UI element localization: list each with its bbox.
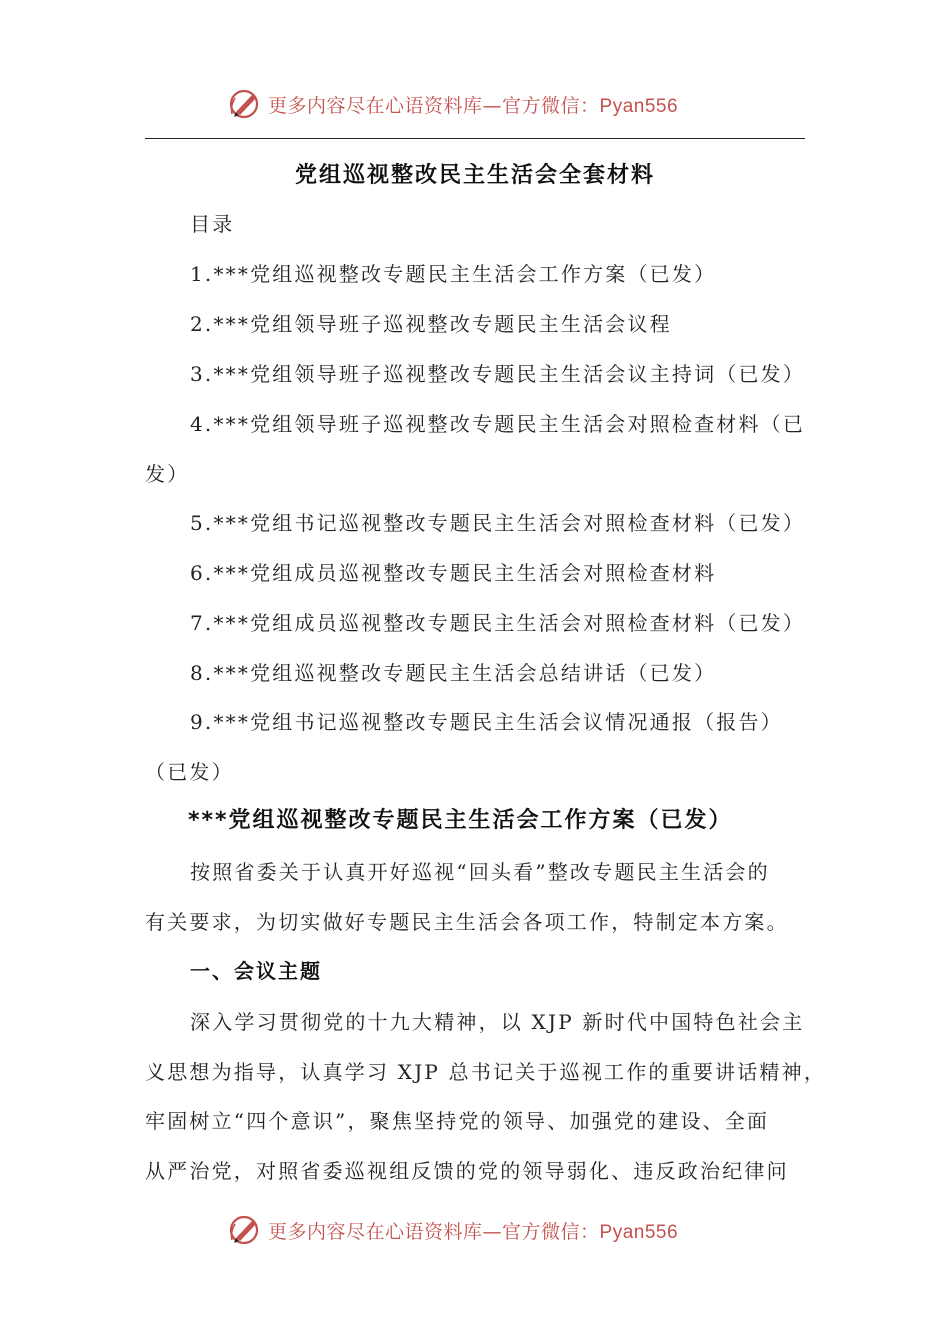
document-title: 党组巡视整改民主生活会全套材料 <box>294 163 655 188</box>
toc-item-3: 3.***党组领导班子巡视整改专题民主生活会议主持词（已发） <box>190 362 806 386</box>
intro-line-2: 有关要求，为切实做好专题民主生活会各项工作，特制定本方案。 <box>145 910 789 934</box>
intro-line-1: 按照省委关于认真开好巡视“回头看”整改专题民主生活会的 <box>190 860 770 884</box>
body-line-4: 从严治党，对照省委巡视组反馈的党的领导弱化、违反政治纪律问 <box>145 1159 789 1183</box>
toc-item-2: 2.***党组领导班子巡视整改专题民主生活会议程 <box>190 312 672 336</box>
banner-text: 更多内容尽在心语资料库—官方微信：Pyan556 <box>268 94 679 117</box>
toc-item-9: 9.***党组书记巡视整改专题民主生活会议情况通报（报告） <box>190 710 783 734</box>
body-line-3: 牢固树立“四个意识”，聚焦坚持党的领导、加强党的建设、全面 <box>145 1109 770 1133</box>
toc-item-5: 5.***党组书记巡视整改专题民主生活会对照检查材料（已发） <box>190 511 806 535</box>
toc-item-4-continued: 发） <box>145 462 190 486</box>
toc-item-4: 4.***党组领导班子巡视整改专题民主生活会对照检查材料（已 <box>190 412 806 436</box>
header-rule <box>145 138 805 139</box>
toc-item-8: 8.***党组巡视整改专题民主生活会总结讲话（已发） <box>190 661 717 685</box>
wechat-handle: Pyan556 <box>599 1221 679 1243</box>
header-banner <box>228 84 728 124</box>
pen-logo-icon <box>228 1212 264 1248</box>
toc-item-6: 6.***党组成员巡视整改专题民主生活会对照检查材料 <box>190 561 717 585</box>
wechat-handle: Pyan556 <box>599 95 679 117</box>
toc-label: 目录 <box>190 212 235 236</box>
banner-text: 更多内容尽在心语资料库—官方微信：Pyan556 <box>268 1220 679 1243</box>
section-title: ***党组巡视整改专题民主生活会工作方案（已发） <box>188 808 733 833</box>
pen-logo-icon <box>228 86 264 122</box>
toc-item-9-continued: （已发） <box>145 760 234 784</box>
toc-item-1: 1.***党组巡视整改专题民主生活会工作方案（已发） <box>190 262 717 286</box>
body-line-2: 义思想为指导，认真学习 XJP 总书记关于巡视工作的重要讲话精神， <box>145 1060 827 1084</box>
body-line-1: 深入学习贯彻党的十九大精神，以 XJP 新时代中国特色社会主 <box>190 1010 805 1034</box>
section-heading-1: 一、会议主题 <box>190 959 322 983</box>
toc-item-7: 7.***党组成员巡视整改专题民主生活会对照检查材料（已发） <box>190 611 806 635</box>
footer-banner <box>228 1210 728 1250</box>
